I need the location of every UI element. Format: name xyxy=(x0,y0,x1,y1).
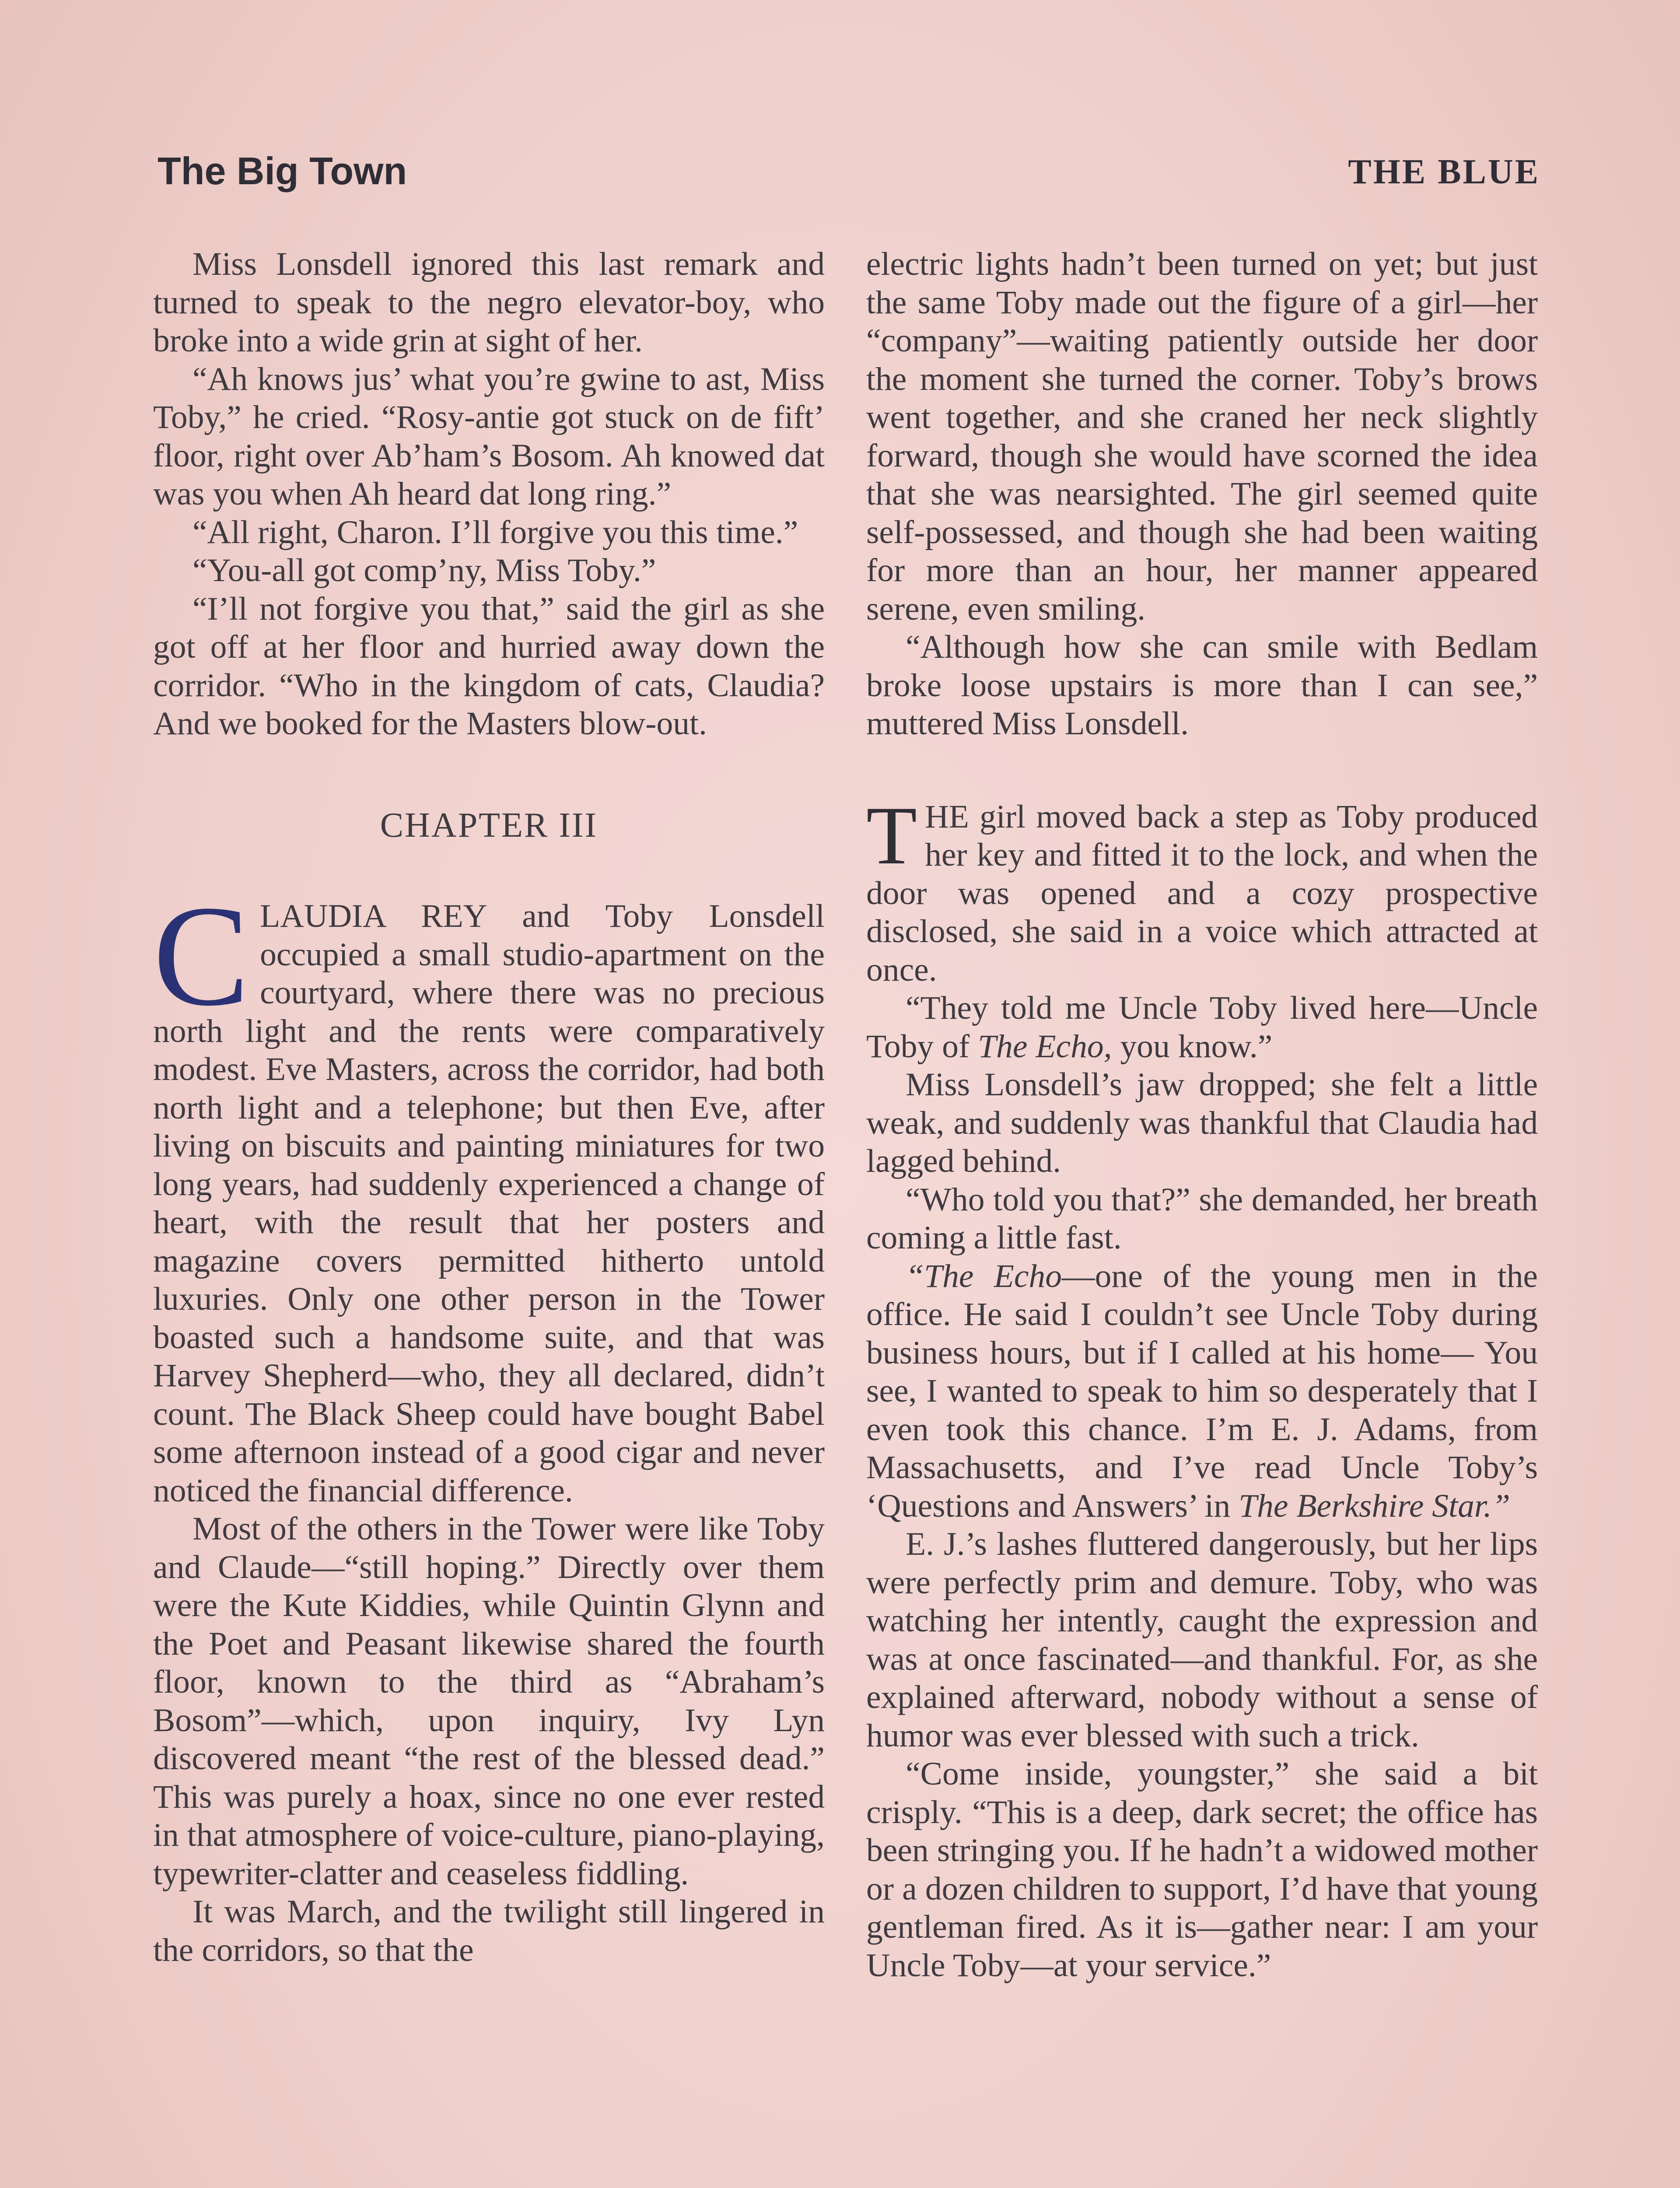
paragraph: “Who told you that?” she demanded, her breath coming a little fast. xyxy=(866,1181,1538,1256)
text-run: you know.” xyxy=(1112,1028,1273,1065)
paragraph: “Ah knows jus’ what you’re gwine to ast, Miss Toby,” he cried. “Rosy-antie got stuck on de fift’ floor, right over Ab’ham’s Bosom. Ah knowed dat was you when Ah heard dat long ring.” xyxy=(153,361,825,512)
running-title: The Big Town xyxy=(158,149,407,193)
italic-title: “The Echo xyxy=(906,1258,1062,1294)
chapter-opening-paragraph xyxy=(153,876,825,1510)
paragraph xyxy=(866,989,1538,1066)
right-column xyxy=(866,245,1538,1985)
paragraph-text: LAUDIA REY and Toby Lonsdell occupied a small studio-apartment on the courtyard, where there was no precious north light and the rents were comparatively modest. Eve Masters, across the corridor, had both north light and a telephone; but then Eve, after living on biscuits and painting miniatures for two long years, had suddenly experienced a change of heart, with the result that her posters and magazine covers permitted hitherto untold luxuries. Only one other person in the Tower boasted such a handsome suite, and that was Harvey Shepherd—who, they all declared, didn’t count. The Black Sheep could have bought Babel some afternoon instead of a good cigar and never noticed the financial difference. xyxy=(153,898,825,1509)
paragraph: “Although how she can smile with Bedlam broke loose upstairs is more than I can see,” muttered Miss Lonsdell. xyxy=(866,629,1538,742)
text-run: —one of the young men in the office. He said I couldn’t see Uncle Toby during business hours, but if I called at his home— You see, I wanted to speak to him so desperately that I even took this chance. I’m E. J. Adams, from Massachusetts, and I’ve read Uncle Toby’s ‘Questions and Answers’ in xyxy=(866,1258,1538,1524)
italic-title: The Echo, xyxy=(978,1028,1112,1065)
magazine-name: THE BLUE xyxy=(1348,153,1540,191)
paragraph: “I’ll not forgive you that,” said the girl as she got off at her floor and hurried away down the corridor. “Who in the kingdom of cats, Claudia? And we booked for the Masters blow-out. xyxy=(153,590,825,742)
drop-cap-t: T xyxy=(866,789,917,882)
paragraph xyxy=(866,1257,1538,1525)
paragraph: electric lights hadn’t been turned on yet; but just the same Toby made out the figure of a girl—her “company”—waiting patiently outside her door the moment she turned the corner. Toby’s brows went together, and she craned her neck slightly forward, though she would have scorned the idea that she was nearsighted. The girl seemed quite self-possessed, and though she had been waiting for more than an hour, her manner appeared serene, even smiling. xyxy=(866,246,1538,627)
paragraph: “You-all got comp’ny, Miss Toby.” xyxy=(192,552,656,589)
italic-title: The Berkshire Star.” xyxy=(1239,1487,1510,1524)
paragraph: Most of the others in the Tower were like Toby and Claude—“still hoping.” Directly over them were the Kute Kiddies, while Quintin Glynn and the Poet and Peasant likewise shared the fourth floor, known to the third as “Abraham’s Bosom”—which, upon inquiry, Ivy Lyn discovered meant “the rest of the blessed dead.” This was purely a hoax, since no one ever rested in that atmosphere of voice-culture, piano-playing, typewriter-clatter and ceaseless fiddling. xyxy=(153,1511,825,1892)
section-opening-paragraph xyxy=(866,789,1538,989)
text-run: “They told me Uncle Toby lived here—Uncle Toby of xyxy=(866,990,1538,1065)
paragraph: “All right, Charon. I’ll forgive you this time.” xyxy=(192,514,798,551)
paragraph-text: HE girl moved back a step as Toby produced her key and fitted it to the lock, and when the door was opened and a cozy prospective disclosed, she said in a voice which attracted at once. xyxy=(866,798,1538,988)
chapter-heading: CHAPTER III xyxy=(380,806,598,845)
paragraph: It was March, and the twilight still lingered in the corridors, so that the xyxy=(153,1893,825,1968)
left-column xyxy=(153,245,825,1969)
paragraph: Miss Lonsdell’s jaw dropped; she felt a little weak, and suddenly was thankful that Claudia had lagged behind. xyxy=(866,1066,1538,1179)
paragraph: Miss Lonsdell ignored this last remark and turned to speak to the negro elevator-boy, who broke into a wide grin at sight of her. xyxy=(153,246,825,359)
paragraph: E. J.’s lashes fluttered dangerously, but her lips were perfectly prim and demure. Toby, who was watching her intently, caught the expression and was at once fascinated—and thankful. For, as she explained afterward, nobody without a sense of humor was ever blessed with such a trick. xyxy=(866,1526,1538,1754)
section-break xyxy=(866,743,1538,798)
paragraph: “Come inside, youngster,” she said a bit crisply. “This is a deep, dark secret; the office has been stringing you. If he hadn’t a widowed mother or a dozen children to support, I’d have that young gentleman fired. As it is—gather near: I am your Uncle Toby—at your service.” xyxy=(866,1756,1538,1984)
drop-cap-c: C xyxy=(153,876,250,1036)
